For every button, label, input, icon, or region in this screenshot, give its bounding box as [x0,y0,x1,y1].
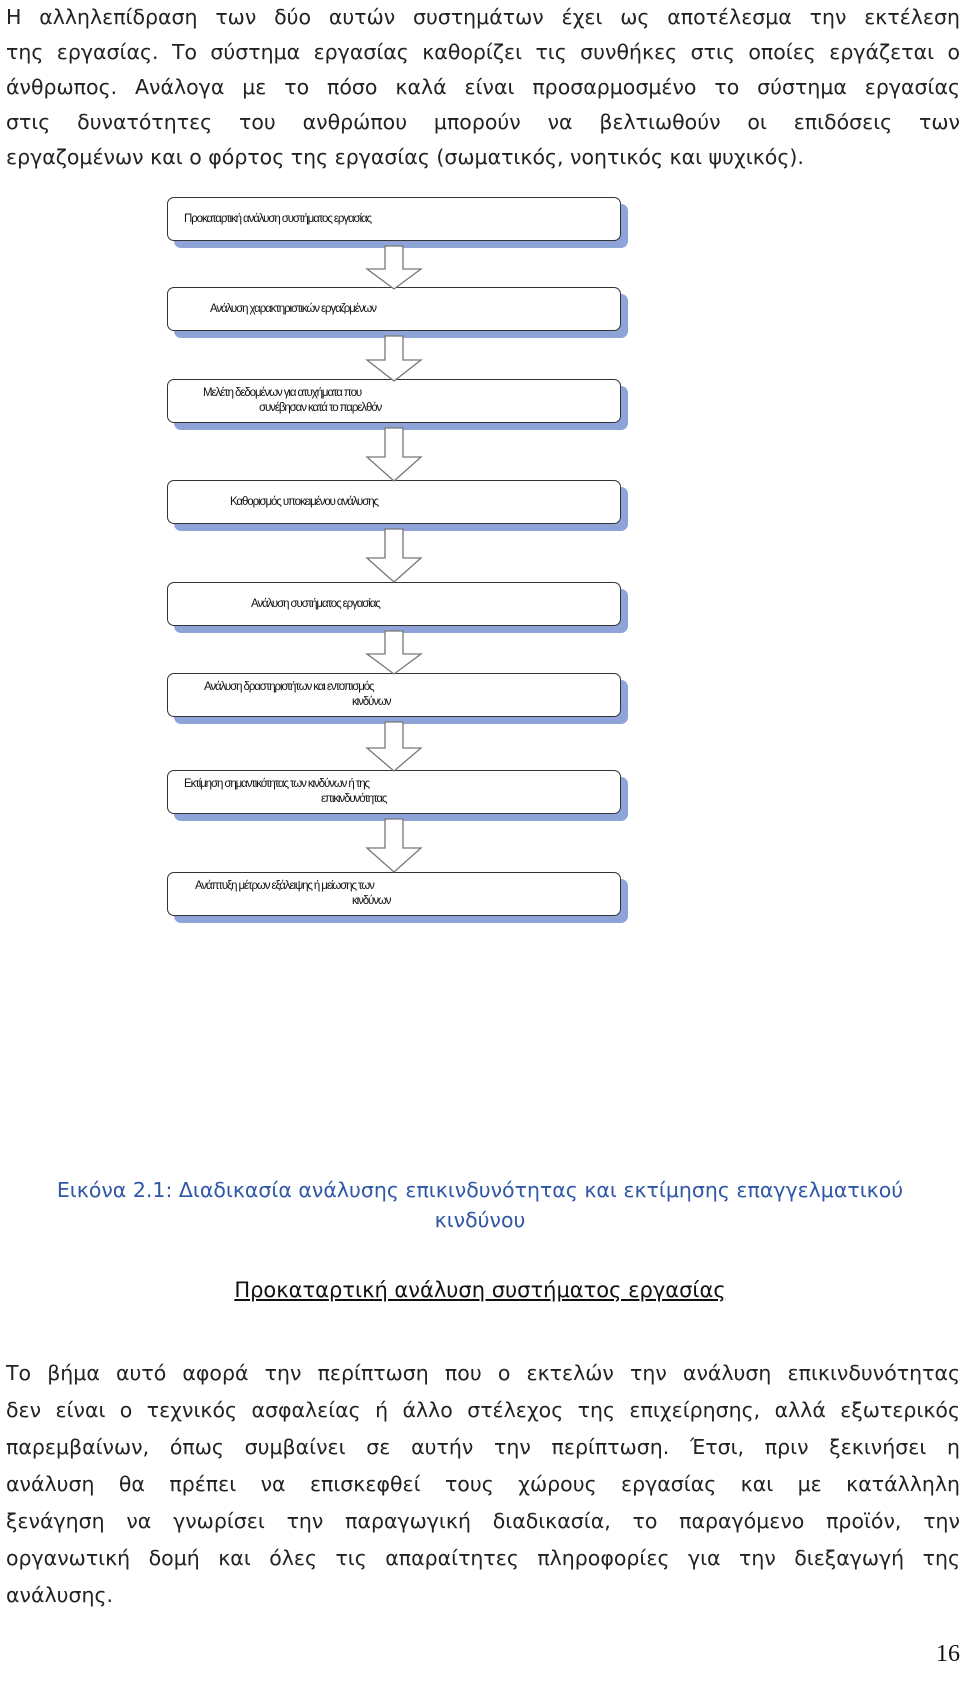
down-arrow-icon [363,630,425,676]
flow-step-label-cont: επικινδυνότητας [321,793,387,805]
intro-line: στις δυνατότητες του ανθρώπου μπορούν να βελτιωθούν οι επιδόσεις των [6,110,960,134]
flow-step-label: Ανάλυση συστήματος εργασίας [251,598,380,610]
down-arrow-icon [363,721,425,773]
flow-step-label: Καθορισμός υποκειμένου ανάλυσης [230,496,378,508]
intro-line: εργαζομένων και ο φόρτος της εργασίας (σωματικός, νοητικός και ψυχικός). [6,145,804,169]
flow-step-1 [167,197,621,241]
down-arrow-icon [363,818,425,874]
flow-step-4 [167,480,621,524]
caption-line: κινδύνου [434,1208,526,1232]
page-number: 16 [936,1641,960,1667]
body-line: ανάλυση θα πρέπει να επισκεφθεί τους χώρους εργασίας και με κατάλληλη [6,1472,960,1496]
section-heading: Προκαταρτική ανάλυση συστήματος εργασίας [234,1278,726,1302]
flow-step-label: Εκτίμηση σημαντικότητας των κινδύνων ή της [184,778,369,790]
flow-step-3 [167,379,621,423]
body-line: παρεμβαίνων, όπως συμβαίνει σε αυτήν την περίπτωση. Έτσι, πριν ξεκινήσει η [6,1435,960,1459]
flow-step-7 [167,770,621,814]
down-arrow-icon [363,528,425,584]
flow-step-8 [167,872,621,916]
flow-step-label-cont: κινδύνων [352,696,391,708]
flow-step-5 [167,582,621,626]
body-line: ανάλυσης. [6,1583,114,1607]
flow-step-label: Ανάλυση δραστηριοτήτων και εντοπισμός [204,681,374,693]
down-arrow-icon [363,335,425,383]
flow-step-label: Προκαταρτική ανάλυση συστήματος εργασίας [184,213,371,225]
flow-step-6 [167,673,621,717]
intro-line: άνθρωπος. Ανάλογα με το πόσο καλά είναι προσαρμοσμένο το σύστημα εργασίας [6,75,960,99]
down-arrow-icon [363,245,425,291]
body-line: οργανωτική δομή και όλες τις απαραίτητες πληροφορίες για την διεξαγωγή της [6,1546,960,1570]
flow-step-label-cont: συνέβησαν κατά το παρελθόν [259,402,382,414]
body-line: ξενάγηση να γνωρίσει την παραγωγική διαδικασία, το παραγόμενο προϊόν, την [6,1509,960,1533]
body-paragraph [6,1355,960,1614]
flow-step-label: Ανάπτυξη μέτρων εξάλειψης ή μείωσης των [195,880,374,892]
caption-line: Εικόνα 2.1: Διαδικασία ανάλυσης επικινδυνότητας και εκτίμησης επαγγελματικού [56,1178,904,1202]
flow-step-label-cont: κινδύνων [352,895,391,907]
figure-caption [0,1175,960,1235]
intro-line: της εργασίας. Το σύστημα εργασίας καθορίζει τις συνθήκες στις οποίες εργάζεται ο [6,40,960,64]
body-line: δεν είναι ο τεχνικός ασφαλείας ή άλλο στέλεχος της επιχείρησης, αλλά εξωτερικός [6,1398,960,1422]
down-arrow-icon [363,427,425,483]
intro-line: Η αλληλεπίδραση των δύο αυτών συστημάτων έχει ως αποτέλεσμα την εκτέλεση [6,5,960,29]
flow-step-label: Ανάλυση χαρακτηριστικών εργαζομένων [210,303,376,315]
flow-step-2 [167,287,621,331]
body-line: Το βήμα αυτό αφορά την περίπτωση που ο εκτελών την ανάλυση επικινδυνότητας [6,1361,960,1385]
flow-step-label: Μελέτη δεδομένων για ατυχήματα που [203,387,362,399]
